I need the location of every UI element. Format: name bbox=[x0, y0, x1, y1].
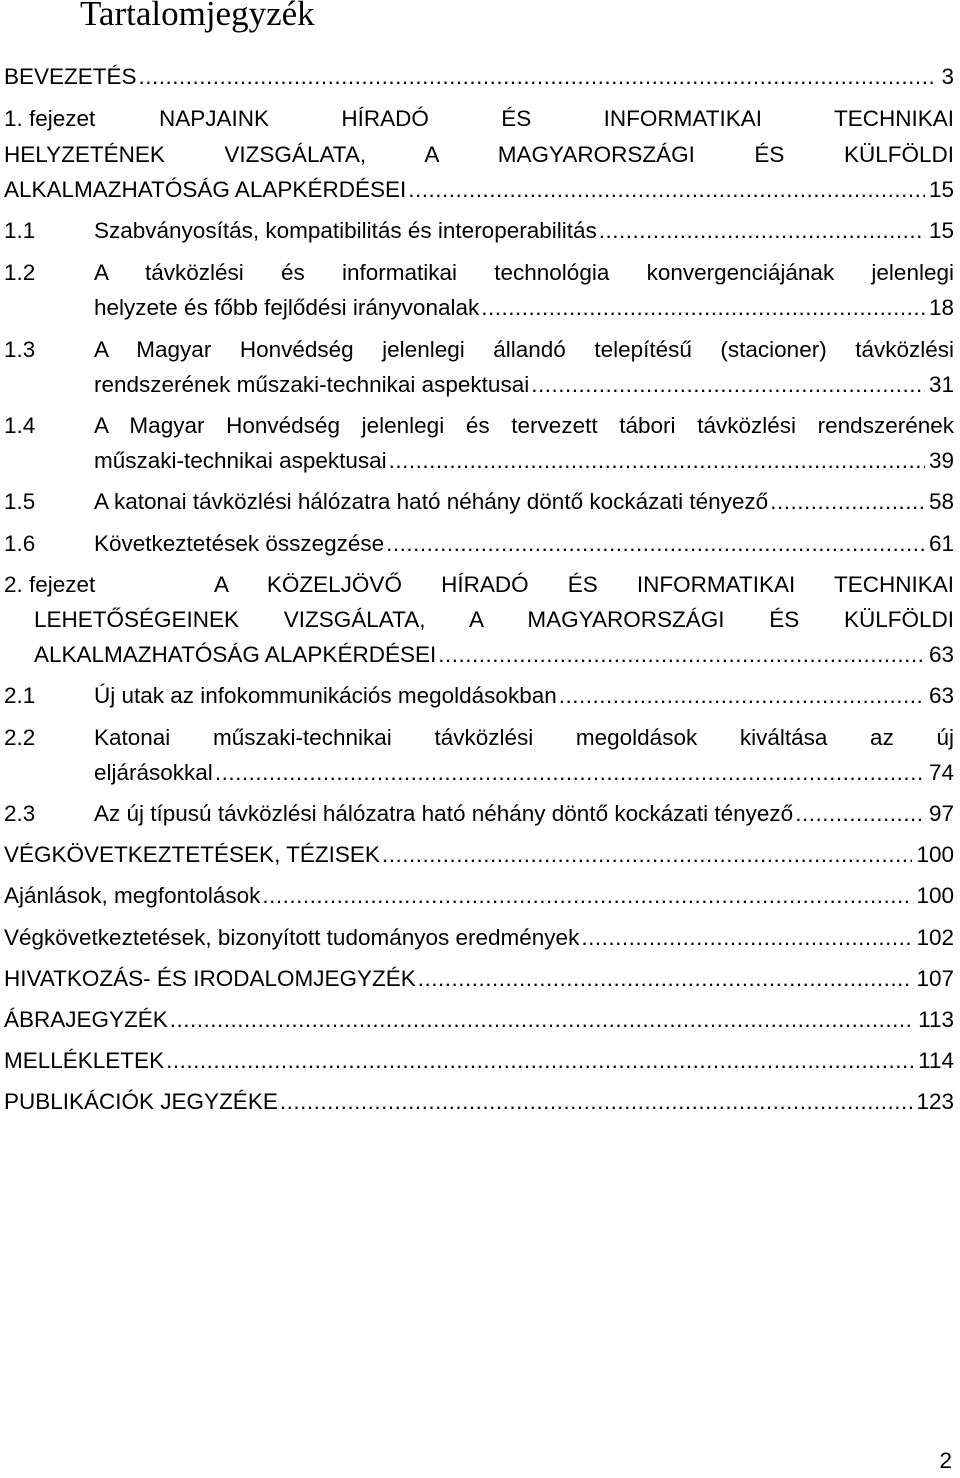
dot-leader bbox=[438, 637, 925, 673]
toc-page-number: 113 bbox=[918, 1007, 954, 1032]
toc-page-number: 114 bbox=[918, 1048, 954, 1073]
toc-entry-1-4[interactable] bbox=[4, 408, 954, 444]
toc-entry-label-line-1: A távközlési és informatikai technológia konvergenciájának jelenlegi bbox=[94, 260, 954, 285]
dot-leader bbox=[280, 1084, 913, 1120]
toc-page-number: 61 bbox=[928, 531, 954, 556]
dot-leader bbox=[408, 172, 925, 208]
chapter-title-line-3: ALKALMAZHATÓSÁG ALAPKÉRDÉSEI bbox=[4, 177, 407, 202]
toc-page-number: 15 bbox=[928, 218, 954, 243]
dot-leader bbox=[581, 920, 912, 956]
toc-page-number: 97 bbox=[928, 801, 954, 826]
toc-page-number: 39 bbox=[928, 448, 954, 473]
toc-entry-2-3[interactable] bbox=[4, 796, 954, 832]
toc-entry-hivatkozasok[interactable] bbox=[4, 961, 954, 997]
toc-entry-2-1[interactable] bbox=[4, 678, 954, 714]
dot-leader bbox=[170, 1002, 914, 1038]
toc-entry-bevezetes[interactable] bbox=[4, 59, 954, 95]
dot-leader bbox=[262, 878, 912, 914]
toc-entry-label-line-2: helyzete és főbb fejlődési irányvonalak bbox=[94, 295, 480, 320]
toc-entry-mellekletek[interactable] bbox=[4, 1043, 954, 1079]
toc-entry-label: VÉGKÖVETKEZTETÉSEK, TÉZISEK bbox=[4, 842, 380, 867]
toc-entry-label: ÁBRAJEGYZÉK bbox=[4, 1007, 168, 1032]
dot-leader bbox=[139, 59, 938, 95]
section-number: 1.4 bbox=[4, 413, 36, 438]
dot-leader bbox=[166, 1043, 914, 1079]
section-number: 2.2 bbox=[4, 725, 36, 750]
chapter-number: 1. fejezet bbox=[4, 106, 96, 131]
section-number: 1.1 bbox=[4, 218, 36, 243]
toc-entry-abrajegyzek[interactable] bbox=[4, 1002, 954, 1038]
toc-entry-label: PUBLIKÁCIÓK JEGYZÉKE bbox=[4, 1089, 278, 1114]
chapter-title-line-2: LEHETŐSÉGEINEK VIZSGÁLATA, A MAGYARORSZÁGI ÉS KÜLFÖLDI bbox=[34, 607, 954, 632]
toc-page-number: 15 bbox=[928, 177, 954, 202]
dot-leader bbox=[795, 796, 925, 832]
chapter-title-line-3: ALKALMAZHATÓSÁG ALAPKÉRDÉSEI bbox=[34, 642, 437, 667]
section-number: 2.3 bbox=[4, 801, 36, 826]
toc-entry-chapter-1[interactable] bbox=[4, 101, 954, 137]
dot-leader bbox=[386, 526, 925, 562]
toc-entry-1-3[interactable] bbox=[4, 332, 954, 368]
toc-entry-1-1[interactable] bbox=[4, 213, 954, 249]
chapter-number: 2. fejezet bbox=[4, 572, 96, 597]
toc-entry-ajanlasok[interactable] bbox=[4, 878, 954, 914]
toc-page-number: 63 bbox=[928, 683, 954, 708]
section-number: 1.6 bbox=[4, 531, 36, 556]
chapter-title-line-1: NAPJAINK HÍRADÓ ÉS INFORMATIKAI TECHNIKAI bbox=[159, 106, 954, 131]
dot-leader bbox=[599, 213, 925, 249]
toc-entry-1-5[interactable] bbox=[4, 484, 954, 520]
toc-entry-label: BEVEZETÉS bbox=[4, 64, 137, 89]
toc-entry-label-line-2: műszaki-technikai aspektusai bbox=[94, 448, 387, 473]
section-number: 1.3 bbox=[4, 337, 36, 362]
toc-entry-label: Következtetések összegzése bbox=[94, 531, 385, 556]
toc-page-number: 100 bbox=[916, 883, 954, 908]
dot-leader bbox=[382, 837, 913, 873]
page-number: 2 bbox=[939, 1448, 952, 1473]
toc-page-number: 102 bbox=[916, 925, 954, 950]
toc-entry-label: Végkövetkeztetések, bizonyított tudományos eredmények bbox=[4, 925, 580, 950]
toc-page-number: 3 bbox=[941, 64, 954, 89]
toc-page-number: 107 bbox=[916, 966, 954, 991]
toc-entry-1-6[interactable] bbox=[4, 526, 954, 562]
toc-entry-label: Ajánlások, megfontolások bbox=[4, 883, 261, 908]
toc-entry-2-2-line-2 bbox=[4, 755, 954, 791]
toc-page-number: 18 bbox=[928, 295, 954, 320]
toc-entry-label: Új utak az infokommunikációs megoldásokban bbox=[94, 683, 557, 708]
toc-page-number: 100 bbox=[916, 842, 954, 867]
toc-entry-chapter-2-line-2 bbox=[4, 602, 954, 638]
toc-entry-1-3-line-2 bbox=[4, 367, 954, 403]
toc-entry-label-line-1: A Magyar Honvédség jelenlegi állandó telepítésű (stacioner) távközlési bbox=[94, 337, 954, 362]
toc-entry-1-2[interactable] bbox=[4, 255, 954, 291]
toc-entry-label-line-2: rendszerének műszaki-technikai aspektusai bbox=[94, 372, 530, 397]
toc-entry-eredmenyek[interactable] bbox=[4, 920, 954, 956]
chapter-title-line-2: HELYZETÉNEK VIZSGÁLATA, A MAGYARORSZÁGI ÉS KÜLFÖLDI bbox=[4, 142, 954, 167]
chapter-title-line-1: A KÖZELJÖVŐ HÍRADÓ ÉS INFORMATIKAI TECHNIKAI bbox=[214, 572, 954, 597]
dot-leader bbox=[531, 367, 925, 403]
toc-page-number: 31 bbox=[928, 372, 954, 397]
toc-entry-vegkovetkeztetesek[interactable] bbox=[4, 837, 954, 873]
section-number: 1.2 bbox=[4, 260, 36, 285]
toc-page-number: 74 bbox=[928, 760, 954, 785]
toc-entry-chapter-2-line-3 bbox=[4, 637, 954, 673]
toc-entry-1-2-line-2 bbox=[4, 290, 954, 326]
toc-entry-label: Az új típusú távközlési hálózatra ható néhány döntő kockázati tényező bbox=[94, 801, 794, 826]
section-number: 1.5 bbox=[4, 489, 36, 514]
toc-page-number: 63 bbox=[928, 642, 954, 667]
dot-leader bbox=[481, 290, 925, 326]
dot-leader bbox=[770, 484, 925, 520]
toc-entry-chapter-2[interactable] bbox=[4, 567, 954, 603]
toc-entry-1-4-line-2 bbox=[4, 443, 954, 479]
toc-page-number: 123 bbox=[916, 1089, 954, 1114]
toc-entry-label-line-1: Katonai műszaki-technikai távközlési megoldások kiváltása az új bbox=[94, 725, 954, 750]
dot-leader bbox=[389, 443, 925, 479]
toc-entry-publikaciok[interactable] bbox=[4, 1084, 954, 1120]
toc-entry-label-line-2: eljárásokkal bbox=[94, 760, 213, 785]
dot-leader bbox=[215, 755, 925, 791]
section-number: 2.1 bbox=[4, 683, 36, 708]
toc-page-number: 58 bbox=[928, 489, 954, 514]
dot-leader bbox=[559, 678, 925, 714]
toc-entry-label-line-1: A Magyar Honvédség jelenlegi és tervezett tábori távközlési rendszerének bbox=[94, 413, 954, 438]
toc-entry-label: HIVATKOZÁS- ÉS IRODALOMJEGYZÉK bbox=[4, 966, 416, 991]
toc-entry-chapter-1-line-3 bbox=[4, 172, 954, 208]
dot-leader bbox=[418, 961, 913, 997]
toc-entry-label: A katonai távközlési hálózatra ható néhány döntő kockázati tényező bbox=[94, 489, 769, 514]
toc-entry-chapter-1-line-2 bbox=[4, 137, 954, 173]
page-title: Tartalomjegyzék bbox=[80, 0, 315, 33]
toc-entry-2-2[interactable] bbox=[4, 720, 954, 756]
toc-entry-label: MELLÉKLETEK bbox=[4, 1048, 165, 1073]
toc-entry-label: Szabványosítás, kompatibilitás és interoperabilitás bbox=[94, 218, 597, 243]
